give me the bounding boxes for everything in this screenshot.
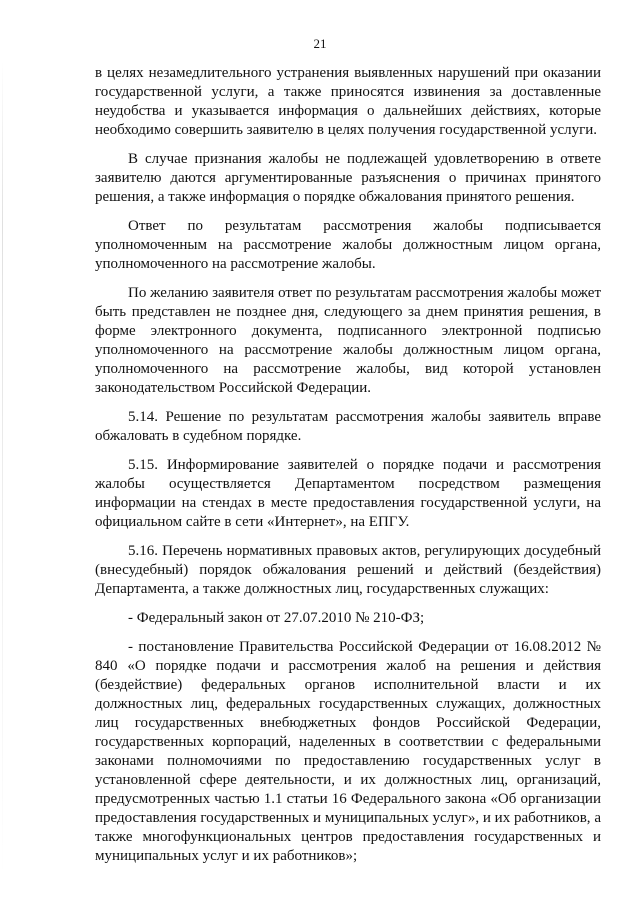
paragraph-response-signature: Ответ по результатам рассмотрения жалобы подписывается уполномоченным на рассмотрение жалобы должностным лицом органа, уполномоченного на рассмотрение жалобы. [95, 218, 601, 272]
paragraph-5-15: 5.15. Информирование заявителей о порядке подачи и рассмотрения жалобы осуществляется Департаментом посредством размещения информации на стендах в месте предоставления государственной услуги, на официальном сайте в сети «Интернет», на ЕПГУ. [95, 457, 601, 530]
paragraph-5-16: 5.16. Перечень нормативных правовых актов, регулирующих досудебный (внесудебный) порядок обжалования решений и действий (бездействия) Департамента, а также должностных лиц, государственных служащих: [95, 543, 601, 597]
scan-edge-shadow [2, 60, 3, 880]
document-body [95, 64, 601, 876]
list-item-federal-law: - Федеральный закон от 27.07.2010 № 210-ФЗ; [128, 610, 425, 626]
paragraph-rejection-explanation: В случае признания жалобы не подлежащей удовлетворению в ответе заявителю даются аргументированные разъяснения о причинах принятого решения, а также информация о порядке обжалования принятого решения. [95, 151, 601, 205]
paragraph-electronic-response: По желанию заявителя ответ по результатам рассмотрения жалобы может быть представлен не позднее дня, следующего за днем принятия решения, в форме электронного документа, подписанного электронной подписью уполномоченного на рассмотрение жалобы должностным лицом органа, уполномоченного на рассмотрение жалобы, вид которой установлен законодательством Российской Федерации. [95, 285, 601, 396]
paragraph-5-14: 5.14. Решение по результатам рассмотрения жалобы заявитель вправе обжаловать в судебном порядке. [95, 409, 601, 444]
paragraph-continuation: в целях незамедлительного устранения выявленных нарушений при оказании государственной услуги, а также приносятся извинения за доставленные неудобства и указывается информация о дальнейших действиях, которые необходимо совершить заявителю в целях получения государственной услуги. [95, 65, 601, 138]
page-number: 21 [313, 36, 327, 51]
list-item-government-decree: - постановление Правительства Российской Федерации от 16.08.2012 № 840 «О порядке подачи и рассмотрения жалоб на решения и действия (бездействие) федеральных органов исполнительной власти и их должностных лиц, федеральных государственных служащих, должностных лиц государственных внебюджетных фондов Российской Федерации, государственных корпораций, наделенных в соответствии с федеральными законами полномочиями по предоставлению государственных услуг в установленной сфере деятельности, и их должностных лиц, организаций, предусмотренных частью 1.1 статьи 16 Федерального закона «Об организации предоставления государственных и муниципальных услуг», и их работников, а также многофункциональных центров предоставления государственных и муниципальных услуг и их работников»; [95, 639, 601, 864]
